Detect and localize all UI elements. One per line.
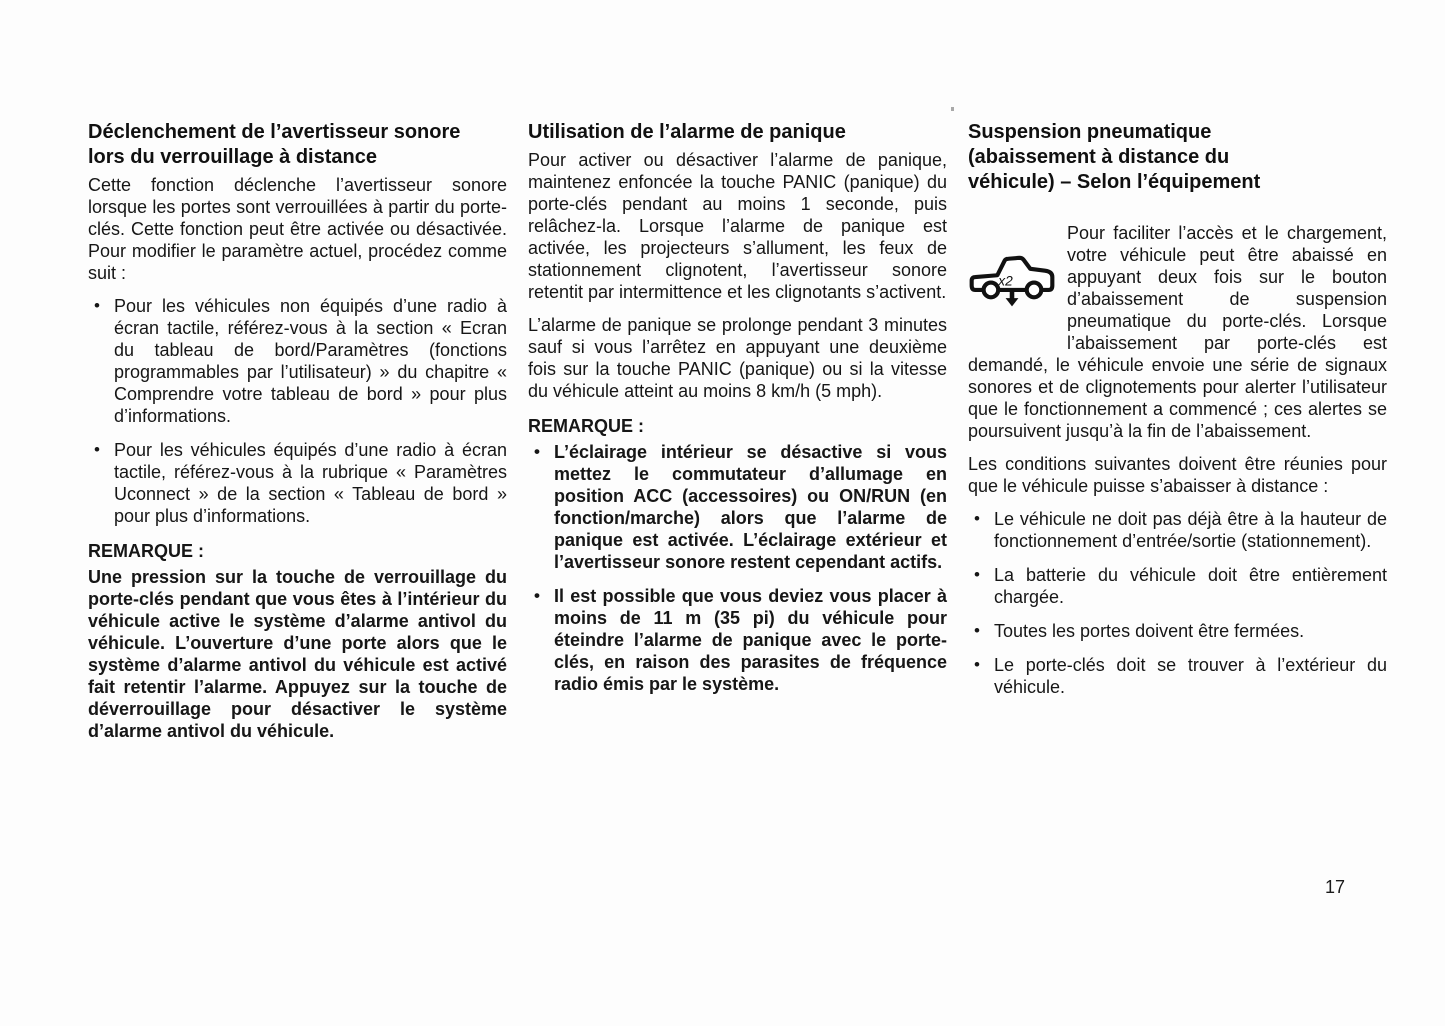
press-twice-label: x2 [998, 273, 1013, 289]
column-horn-on-lock [88, 120, 507, 753]
note-label: REMARQUE : [528, 416, 644, 436]
note-label: REMARQUE : [88, 541, 204, 561]
bullet-icon: • [974, 655, 980, 674]
list-item [968, 620, 1387, 642]
list-item [968, 654, 1387, 698]
list-item-text: Il est possible que vous deviez vous placer à moins de 11 m (35 pi) du véhicule pour éteindre l’alarme de panique avec le porte-clés, en raison des parasites de fréquence radio émis par le système. [554, 586, 947, 694]
paragraph-text: Pour faciliter l’accès et le chargement, votre véhicule peut être abaissé en appuyant deux fois sur le bouton d’abaissement de suspension pneumatique du porte-clés. Lorsque l’abaissement par porte-clés est demandé, le véhicule envoie une série de signaux sonores et de clignotements pour alerter l’utilisateur que le fonctionnement a commencé ; ces alertes se poursuivent jusqu’à la fin de l’abaissement. [968, 223, 1387, 441]
list-item-text: La batterie du véhicule doit être entièrement chargée. [994, 565, 1387, 607]
bullet-icon: • [974, 509, 980, 528]
list-item-text: Toutes les portes doivent être fermées. [994, 621, 1305, 641]
scan-speck [951, 107, 954, 111]
list-item-text: Le véhicule ne doit pas déjà être à la hauteur de fonctionnement d’entrée/sortie (stationnement). [994, 509, 1387, 551]
pickup-truck-lowering-icon [968, 222, 1067, 354]
list-item [88, 295, 507, 427]
paragraph: Cette fonction déclenche l’avertisseur sonore lorsque les portes sont verrouillées à partir du porte-clés. Cette fonction peut être activée ou désactivée. Pour modifier le paramètre actuel, procédez comme suit : [88, 175, 507, 283]
paragraph-with-icon [968, 222, 1387, 442]
section-heading: Suspension pneumatique (abaissement à distance du véhicule) – Selon l’équipement [968, 121, 1261, 193]
bullet-icon: • [974, 565, 980, 584]
list-item-text: Pour les véhicules non équipés d’une radio à écran tactile, référez-vous à la section « Ecran du tableau de bord/Paramètres (fonctions programmables par l’utilisateur) » du chapitre « Comprendre votre tableau de bord » pour plus d’informations. [114, 296, 507, 426]
bullet-icon: • [534, 442, 540, 461]
list-item [528, 441, 947, 573]
bullet-icon: • [974, 621, 980, 640]
column-air-suspension [968, 120, 1387, 753]
list-item [528, 585, 947, 695]
truck-wheel [1027, 283, 1042, 298]
section-heading: Utilisation de l’alarme de panique [528, 121, 846, 143]
list-item-text: Le porte-clés doit se trouver à l’extérieur du véhicule. [994, 655, 1387, 697]
bullet-icon: • [94, 296, 100, 315]
section-heading: Déclenchement de l’avertisseur sonore lors du verrouillage à distance [88, 121, 461, 168]
truck-wheel [984, 283, 999, 298]
column-panic-alarm [528, 120, 947, 753]
bullet-icon: • [534, 586, 540, 605]
note-text: Une pression sur la touche de verrouillage du porte-clés pendant que vous êtes à l’intérieur du véhicule active le système d’alarme antivol du véhicule. L’ouverture d’une porte alors que le système d’alarme antivol du véhicule est activé fait retentir l’alarme. Appuyez sur la touche de déverrouillage pour désactiver le système d’alarme antivol du véhicule. [88, 567, 507, 741]
list-item-text: L’éclairage intérieur se désactive si vous mettez le commutateur d’allumage en position ACC (accessoires) ou ON/RUN (en fonction/marche) alors que l’alarme de panique est activée. L’éclairage extérieur et l’avertisseur sonore restent cependant actifs. [554, 442, 947, 572]
bullet-icon: • [94, 440, 100, 459]
list-item [968, 508, 1387, 552]
paragraph: Pour activer ou désactiver l’alarme de panique, maintenez enfoncée la touche PANIC (panique) du porte-clés pendant au moins 1 seconde, puis relâchez-la. Lorsque l’alarme de panique est activée, les projecteurs s’allument, les feux de stationnement clignotent, l’avertisseur sonore retentit par intermittence et les clignotants s’activent. [528, 150, 947, 302]
paragraph: Les conditions suivantes doivent être réunies pour que le véhicule puisse s’abaisser à distance : [968, 454, 1387, 496]
list-item [88, 439, 507, 527]
down-arrow-icon [1006, 292, 1019, 307]
paragraph: L’alarme de panique se prolonge pendant 3 minutes sauf si vous l’arrêtez en appuyant une deuxième fois sur la touche PANIC (panique) ou si la vitesse du véhicule atteint au moins 8 km/h (5 mph). [528, 315, 947, 401]
list-item-text: Pour les véhicules équipés d’une radio à écran tactile, référez-vous à la rubrique « Paramètres Uconnect » de la section « Tableau de bord » pour plus d’informations. [114, 440, 507, 526]
page-number: 17 [1324, 877, 1345, 897]
list-item [968, 564, 1387, 608]
